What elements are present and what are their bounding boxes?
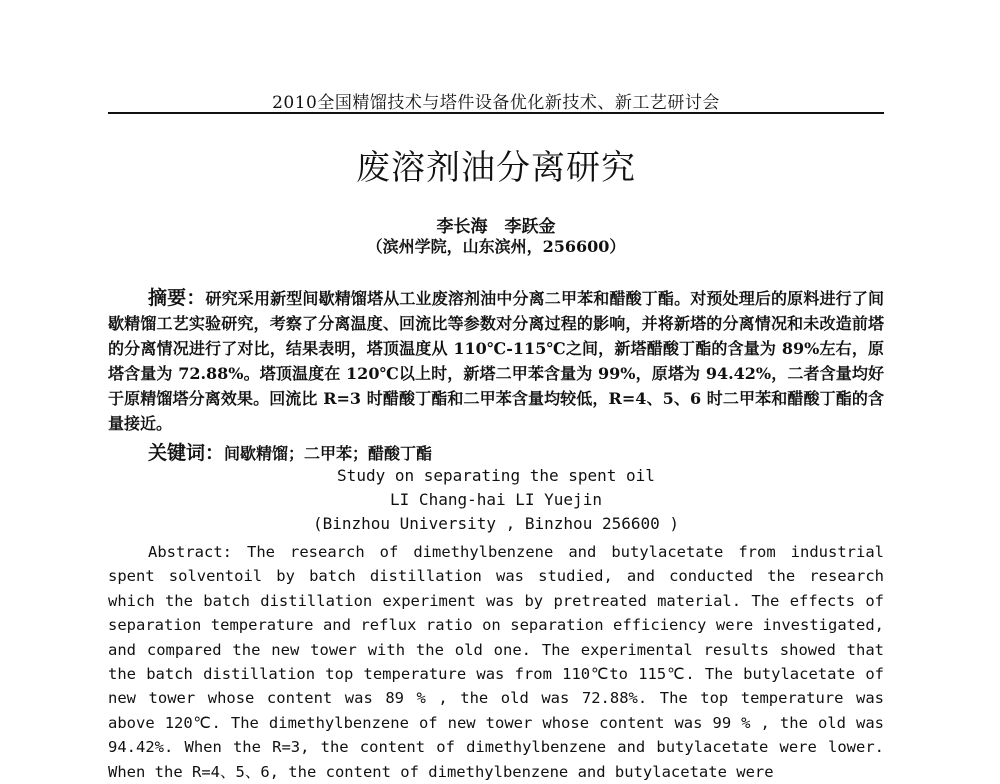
english-authors: LI Chang-hai LI Yuejin bbox=[390, 490, 602, 509]
keywords-text: 间歇精馏；二甲苯；醋酸丁酯 bbox=[224, 444, 433, 463]
abstract-text: 研究采用新型间歇精馏塔从工业废溶剂油中分离二甲苯和醋酸丁酯。对预处理后的原料进行了间歇精馏工艺实验研究，考察了分离温度、回流比等参数对分离过程的影响，并将新塔的分离情况和未改造前塔的分离情况进行了对比，结果表明，塔顶温度从 110℃-115℃之间，新塔醋酸丁酯的含量为 89%左右，原塔含量为 72.88%。塔顶温度在 120℃以上时，新塔二甲苯含量为 99%，原塔为 94.42%，二者含量均好于原精馏塔分离效果。回流比 R=3 时醋酸丁酯和二甲苯含量均较低，R=4、5、6 时二甲苯和醋酸丁酯的含量接近。 bbox=[108, 289, 884, 433]
english-title: Study on separating the spent oil bbox=[337, 466, 655, 485]
paper-title: 废溶剂油分离研究 bbox=[356, 148, 636, 188]
english-affiliation: (Binzhou University , Binzhou 256600 ) bbox=[312, 514, 680, 533]
conference-header: 2010全国精馏技术与塔件设备优化新技术、新工艺研讨会 bbox=[272, 93, 720, 113]
chinese-abstract bbox=[108, 286, 884, 436]
paper-authors: 李长海 李跃金 bbox=[436, 217, 556, 237]
keywords-label: 关键词： bbox=[148, 442, 225, 464]
keywords bbox=[148, 438, 884, 465]
english-abstract: Abstract: The research of dimethylbenzene and butylacetate from industrial spent solventoil by batch distillation was studied, and conducted the research which the batch distillation experiment was by pretreated material. The effects of separation temperature and reflux ratio on separation efficiency were investigated, and compared the new tower with the old one. The experimental results showed that the batch distillation top temperature was from 110℃to 115℃. The butylacetate of new tower whose content was 89 % , the old was 72.88%. The top temperature was above 120℃. The dimethylbenzene of new tower whose content was 99 % , the old was 94.42%. When the R=3, the content of dimethylbenzene and butylacetate were lower. When the R=4、5、6, the content of dimethylbenzene and butylacetate were bbox=[108, 543, 884, 781]
abstract-label: 摘要： bbox=[148, 287, 206, 309]
header-rule bbox=[108, 112, 884, 114]
paper-affiliation: （滨州学院，山东滨州，256600） bbox=[366, 237, 626, 256]
